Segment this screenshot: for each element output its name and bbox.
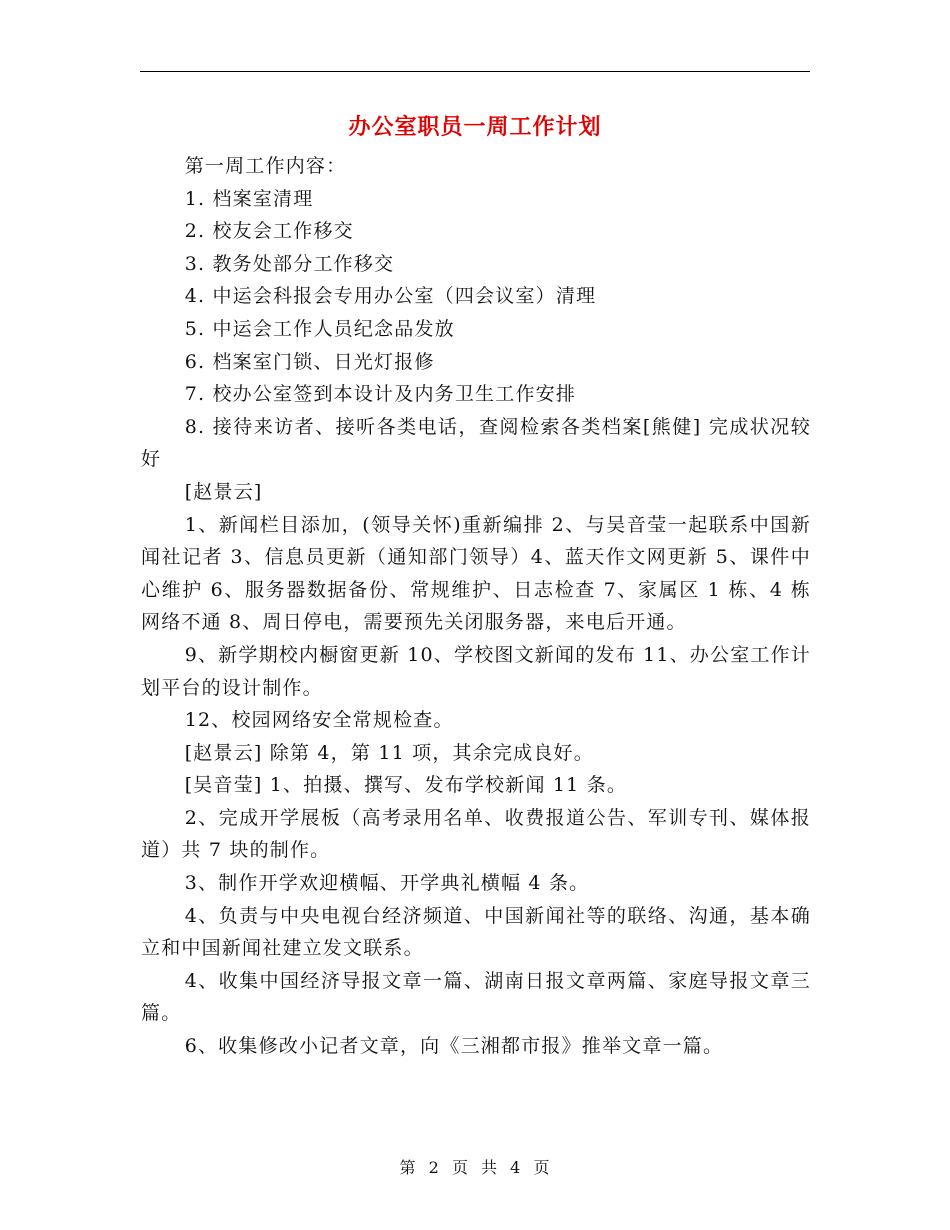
paragraph: 1、新闻栏目添加，(领导关怀)重新编排 2、与吴音莹一起联系中国新闻社记者 3、信息员更新（通知部门领导）4、蓝天作文网更新 5、课件中心维护 6、服务器数据备份、常规维护、日志检查 7、家属区 1 栋、4 栋网络不通 8、周日停电，需要预先关闭服务器，来电后开通。: [141, 513, 811, 634]
paragraph: 1. 档案室清理: [184, 187, 314, 210]
paragraph: 3、制作开学欢迎横幅、开学典礼横幅 4 条。: [184, 872, 590, 895]
paragraph: 2、完成开学展板（高考录用名单、收费报道公告、军训专刊、媒体报道）共 7 块的制作。: [141, 806, 811, 862]
paragraph: 9、新学期校内橱窗更新 10、学校图文新闻的发布 11、办公室工作计划平台的设计制作。: [141, 643, 812, 699]
footer-prefix: 第: [399, 1158, 417, 1177]
current-page-number: 2: [428, 1158, 440, 1177]
footer-total-word: 共: [481, 1158, 499, 1177]
paragraph: 12、校园网络安全常规检查。: [184, 709, 454, 732]
paragraph: 4、收集中国经济导报文章一篇、湖南日报文章两篇、家庭导报文章三篇。: [141, 969, 811, 1025]
paragraph: 4. 中运会科报会专用办公室（四会议室）清理: [184, 285, 597, 308]
document-title: 办公室职员一周工作计划: [348, 115, 602, 140]
paragraph: 5. 中运会工作人员纪念品发放: [184, 317, 455, 340]
footer-page-word: 页: [451, 1158, 469, 1177]
paragraph: [赵景云] 除第 4，第 11 项，其余完成良好。: [184, 741, 594, 764]
paragraph: 6、收集修改小记者文章，向《三湘都市报》推举文章一篇。: [184, 1035, 724, 1058]
paragraph: 7. 校办公室签到本设计及内务卫生工作安排: [184, 383, 577, 406]
paragraph: 6. 档案室门锁、日光灯报修: [184, 350, 435, 373]
paragraph: 8. 接待来访者、接听各类电话，查阅检索各类档案[熊健] 完成状况较好: [141, 415, 811, 471]
paragraph: 4、负责与中央电视台经济频道、中国新闻社等的联络、沟通，基本确立和中国新闻社建立发文联系。: [141, 904, 811, 960]
footer-suffix: 页: [533, 1158, 551, 1177]
paragraph: [吴音莹] 1、拍摄、撰写、发布学校新闻 11 条。: [184, 774, 628, 797]
paragraph: 第一周工作内容：: [184, 155, 347, 177]
header-rule: [140, 71, 810, 72]
paragraph: 2. 校友会工作移交: [184, 220, 354, 243]
paragraph: [赵景云]: [184, 480, 263, 503]
paragraph: 3. 教务处部分工作移交: [184, 252, 395, 275]
total-page-number: 4: [510, 1158, 522, 1177]
document-body: [141, 150, 811, 1063]
page-footer: [0, 1155, 950, 1178]
